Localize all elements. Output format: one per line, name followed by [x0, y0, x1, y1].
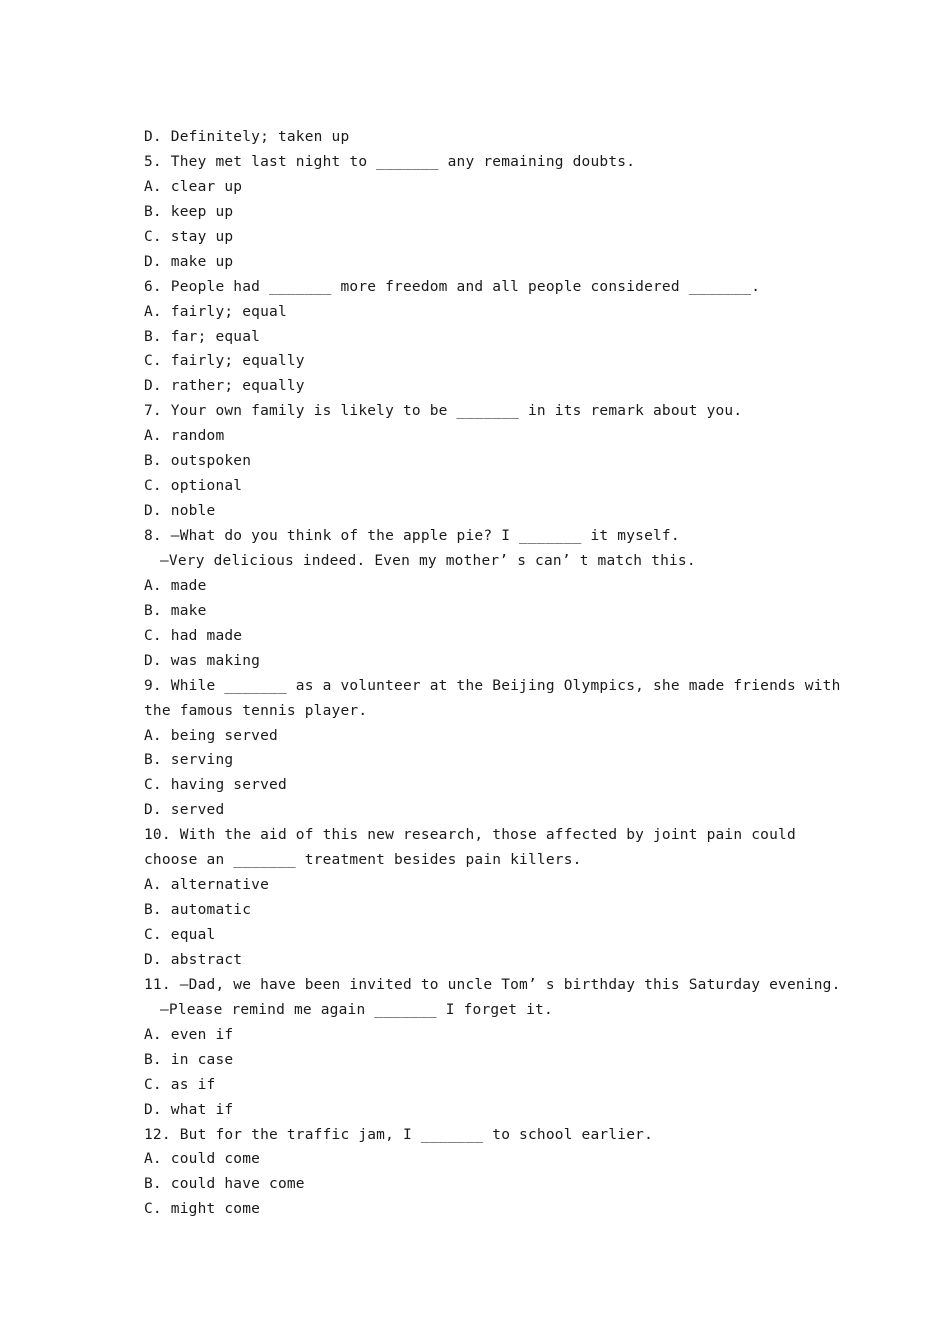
- option-line: D. make up: [144, 253, 234, 270]
- option-line: C. as if: [144, 1076, 216, 1093]
- option-line: C. stay up: [144, 228, 234, 245]
- option-line: C. might come: [144, 1201, 261, 1218]
- option-line: B. could have come: [144, 1176, 305, 1193]
- question-5: 5. They met last night to _______ any remaining doubts.: [144, 153, 636, 170]
- question-6: 6. People had _______ more freedom and all people considered _______.: [144, 278, 761, 295]
- option-line: C. had made: [144, 627, 243, 644]
- option-line: D. what if: [144, 1101, 234, 1118]
- option-line: C. equal: [144, 927, 216, 943]
- option-line: B. keep up: [144, 203, 234, 220]
- option-line: B. make: [144, 602, 207, 619]
- option-line: D. served: [144, 802, 225, 819]
- option-line: D. noble: [144, 503, 216, 520]
- question-12: 12. But for the traffic jam, I _______ to school earlier.: [144, 1126, 653, 1143]
- question-11: 11. —Dad, we have been invited to uncle Tom’ s birthday this Saturday evening.: [144, 976, 841, 993]
- option-line: B. far; equal: [144, 328, 261, 345]
- question-9-cont: the famous tennis player.: [144, 702, 368, 719]
- option-line: A. made: [144, 577, 207, 594]
- option-line: C. having served: [144, 777, 287, 794]
- question-9: 9. While _______ as a volunteer at the Beijing Olympics, she made friends with: [144, 677, 841, 694]
- option-line: C. optional: [144, 478, 243, 495]
- option-line: D. Definitely; taken up: [144, 129, 350, 145]
- option-line: B. in case: [144, 1051, 234, 1068]
- option-line: A. alternative: [144, 877, 270, 894]
- option-line: B. automatic: [144, 902, 252, 919]
- option-line: C. fairly; equally: [144, 353, 305, 370]
- option-line: A. random: [144, 428, 225, 445]
- question-7: 7. Your own family is likely to be _______ in its remark about you.: [144, 403, 743, 420]
- option-line: D. abstract: [144, 951, 243, 968]
- option-line: B. outspoken: [144, 453, 252, 470]
- option-line: A. clear up: [144, 178, 243, 195]
- question-10-cont: choose an _______ treatment besides pain killers.: [144, 852, 582, 869]
- option-line: A. even if: [144, 1026, 234, 1043]
- question-11-reply: —Please remind me again _______ I forget it.: [160, 1001, 553, 1018]
- document-page: [144, 125, 841, 1222]
- question-10: 10. With the aid of this new research, those affected by joint pain could: [144, 827, 796, 844]
- question-8-reply: —Very delicious indeed. Even my mother’ s can’ t match this.: [160, 552, 696, 569]
- option-line: D. was making: [144, 652, 261, 669]
- option-line: D. rather; equally: [144, 378, 305, 395]
- option-line: A. being served: [144, 727, 278, 744]
- option-line: A. could come: [144, 1151, 261, 1168]
- option-line: B. serving: [144, 752, 234, 769]
- question-8: 8. —What do you think of the apple pie? I _______ it myself.: [144, 528, 680, 544]
- option-line: A. fairly; equal: [144, 303, 287, 320]
